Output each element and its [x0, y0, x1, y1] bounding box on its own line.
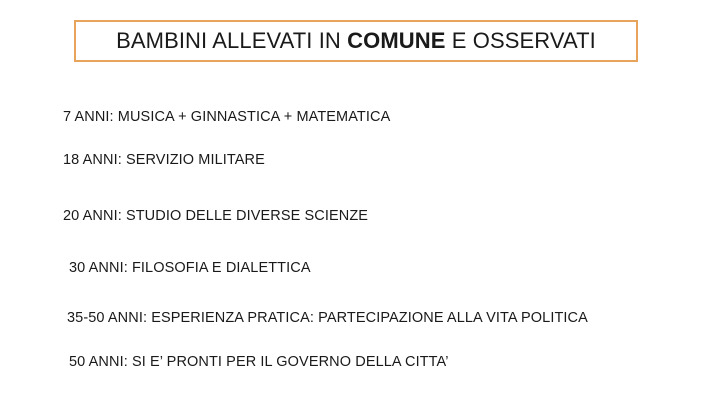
- list-item-7-anni: 7 ANNI: MUSICA + GINNASTICA + MATEMATICA: [63, 109, 391, 125]
- title-text-before: BAMBINI ALLEVATI IN: [116, 28, 348, 53]
- list-item-30-anni: 30 ANNI: FILOSOFIA E DIALETTICA: [69, 260, 311, 276]
- list-item-18-anni: 18 ANNI: SERVIZIO MILITARE: [63, 152, 265, 168]
- list-item-20-anni: 20 ANNI: STUDIO DELLE DIVERSE SCIENZE: [63, 208, 369, 224]
- title-text-emphasis: COMUNE: [347, 28, 446, 53]
- slide-title-box: [74, 20, 638, 62]
- list-item-50-anni: 50 ANNI: SI E’ PRONTI PER IL GOVERNO DELLA CITTA’: [69, 354, 449, 370]
- title-text-after: E OSSERVATI: [445, 28, 596, 53]
- list-item-35-50-anni: 35-50 ANNI: ESPERIENZA PRATICA: PARTECIPAZIONE ALLA VITA POLITICA: [67, 310, 588, 326]
